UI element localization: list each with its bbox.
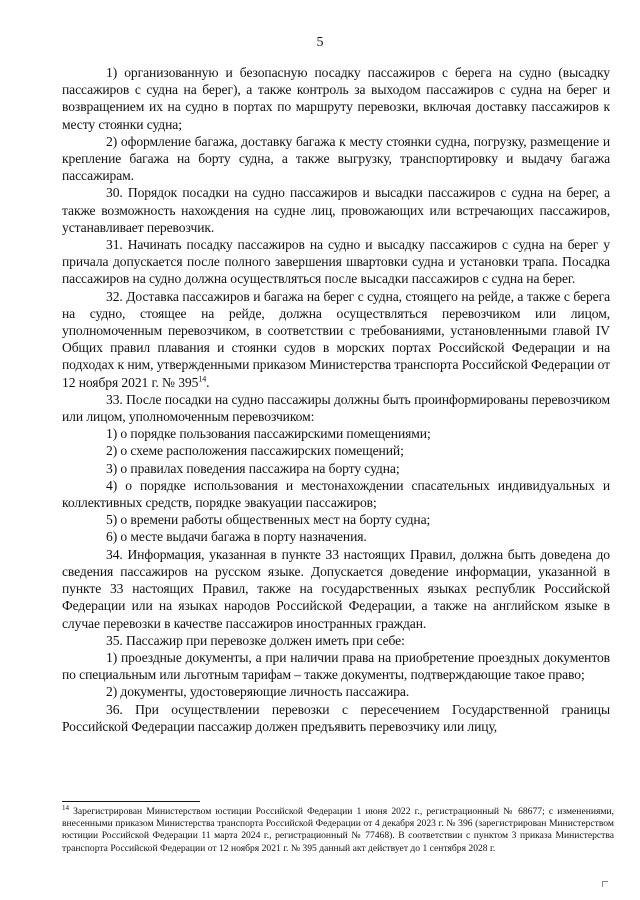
list-item: 2) о схеме расположения пассажирских помещений; <box>106 443 404 459</box>
paragraph-clause-36: 36. При осуществлении перевозки с пересечением Государственной границы Российской Федерации пассажир должен предъявить перевозчику или лицу, <box>62 701 610 734</box>
list-item: 6) о месте выдачи багажа в порту назначения. <box>106 529 367 545</box>
footnote-reference[interactable]: 14 <box>198 374 207 384</box>
paragraph-clause-30: 30. Порядок посадки на судно пассажиров и высадки пассажиров с судна на берег, а также возможность нахождения на судне лиц, провожающих или встречающих пассажиров, устанавливает перевозчик. <box>62 185 610 235</box>
list-item: 1) проездные документы, а при наличии права на приобретение проездных документов по специальным или льготным тарифам – также документы, подтверждающие такое право; <box>62 649 610 683</box>
footnote-marker: 14 <box>62 803 69 812</box>
footnote-text: Зарегистрирован Министерством юстиции Российской Федерации 1 июня 2022 г., регистрационный № 68677; с изменениями, внесенными приказом Министерства транспорта Российской Федерации от 4 декабря 2023 г. № 396 (зарегистрирован Министерством юстиции Российской Федерации 11 марта 2024 г., регистрационный № 77468). В соответствии с пунктом 3 приказа Министерства транспорта Российской Федерации от 12 ноября 2021 г. № 395 данный акт действует до 1 сентября 2028 г. <box>62 806 614 854</box>
clause-32-end: . <box>206 374 210 390</box>
list-item: 4) о порядке использования и местонахождении спасательных индивидуальных и коллективных средств, порядке эвакуации пассажиров; <box>62 477 610 511</box>
footnote-divider <box>62 801 200 802</box>
paragraph-item-1-boarding: 1) организованную и безопасную посадку пассажиров с берега на судно (высадку пассажиров с судна на берег), а также контроль за выходом пассажиров с судна на берег и возвращением их на судно в портах по маршруту перевозки, включая доставку пассажиров к месту стоянки судна; <box>62 65 610 132</box>
paragraph-item-2-baggage: 2) оформление багажа, доставку багажа к месту стоянки судна, погрузку, размещение и крепление багажа на борту судна, а также выгрузку, транспортировку и выдачу багажа пассажирам. <box>62 133 610 184</box>
clause-32-text: 32. Доставка пассажиров и багажа на берег с судна, стоящего на рейде, а также с берега на судно, стоящее на рейде, должна осуществляться перевозчиком или лицом, уполномоченным перевозчиком, в соответствии с требованиями, установленными главой IV Общих правил плавания и стоянки судов в морских портах Российской Федерации и на подходах к ним, утвержденными приказом Министерства транспорта Российской Федерации от 12 ноября 2021 г. № 395 <box>62 288 610 390</box>
footnotes <box>62 803 614 855</box>
document-body <box>62 64 610 735</box>
footnote-14 <box>62 803 614 855</box>
paragraph-clause-31: 31. Начинать посадку пассажиров на судно и высадку пассажиров с судна на берег у причала допускается после полного завершения швартовки судна и установки трапа. Посадка пассажиров на судно должна осуществляться после высадки пассажиров с судна на берег. <box>62 237 610 287</box>
corner-mark <box>602 881 608 887</box>
list-item: 1) о порядке пользования пассажирскими помещениями; <box>106 426 431 442</box>
paragraph-clause-32 <box>62 288 610 391</box>
page-number: 5 <box>316 35 324 50</box>
paragraph-clause-34: 34. Информация, указанная в пункте 33 настоящих Правил, должна быть доведена до сведения пассажиров на русском языке. Допускается доведение информации, указанной в пункте 33 настоящих Правил, также на государственных языках республик Российской Федерации или на языках народов Российской Федерации, а также на английском языке в случае перевозки в качестве пассажиров иностранных граждан. <box>62 546 610 631</box>
list-item: 5) о времени работы общественных мест на борту судна; <box>106 512 431 528</box>
paragraph-clause-33: 33. После посадки на судно пассажиры должны быть проинформированы перевозчиком или лицом, уполномоченным перевозчиком: <box>62 391 610 425</box>
list-item: 2) документы, удостоверяющие личность пассажира. <box>106 684 410 700</box>
paragraph-clause-35: 35. Пассажир при перевозке должен иметь при себе: <box>106 632 405 648</box>
list-item: 3) о правилах поведения пассажира на борту судна; <box>106 460 400 476</box>
